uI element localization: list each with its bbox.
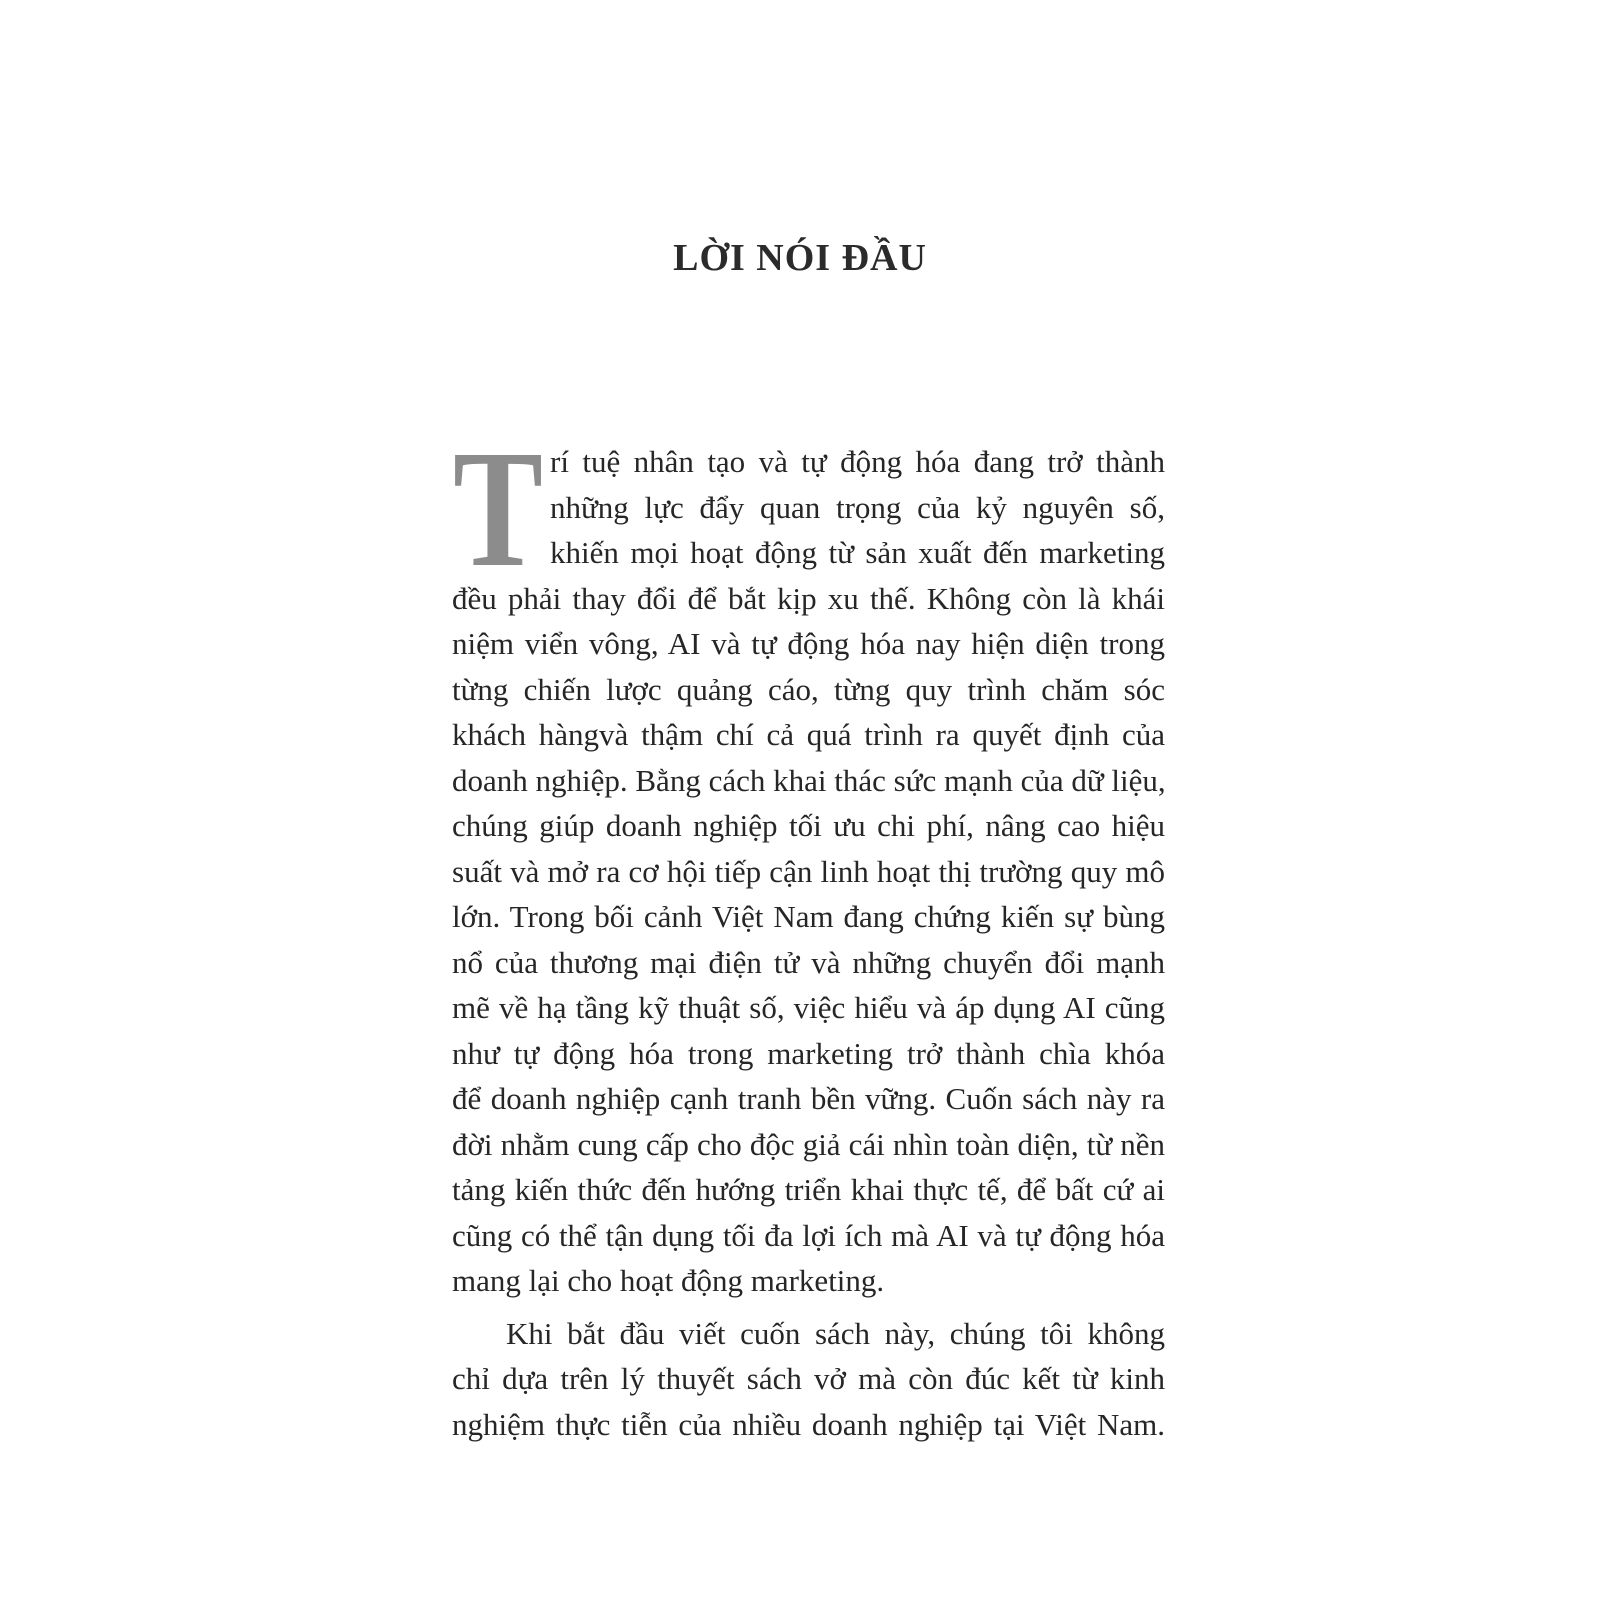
text-line: đời nhằm cung cấp cho độc giả cái nhìn toàn diện, từ nền	[452, 1126, 1165, 1162]
text-line: Khi bắt đầu viết cuốn sách này, chúng tôi không	[506, 1315, 1165, 1351]
text-line: niệm viển vông, AI và tự động hóa nay hiện diện trong	[452, 626, 1165, 661]
text-line: doanh nghiệp. Bằng cách khai thác sức mạnh của dữ liệu,	[452, 762, 1166, 798]
text-line: suất và mở ra cơ hội tiếp cận linh hoạt thị trường quy mô	[452, 853, 1165, 889]
text-line: tảng kiến thức đến hướng triển khai thực tế, để bất cứ ai	[452, 1172, 1165, 1207]
text-line: mang lại cho hoạt động marketing.	[452, 1263, 885, 1298]
text-line: chỉ dựa trên lý thuyết sách vở mà còn đúc kết từ kinh	[452, 1361, 1165, 1396]
text-line: lớn. Trong bối cảnh Việt Nam đang chứng kiến sự bùng	[452, 899, 1165, 934]
text-line: đều phải thay đổi để bắt kịp xu thế. Không còn là khái	[452, 580, 1165, 616]
paragraph-2	[452, 1311, 1165, 1448]
text-line: những lực đẩy quan trọng của kỷ nguyên số,	[550, 489, 1165, 525]
text-line: để doanh nghiệp cạnh tranh bền vững. Cuốn sách này ra	[452, 1081, 1165, 1116]
text-line: chúng giúp doanh nghiệp tối ưu chi phí, nâng cao hiệu	[452, 808, 1165, 843]
text-line: khiến mọi hoạt động từ sản xuất đến marketing	[550, 535, 1165, 570]
paragraph-gap	[452, 1304, 1165, 1311]
paragraph-1	[452, 439, 1165, 1304]
text-line: nghiệm thực tiễn của nhiều doanh nghiệp tại Việt Nam.	[452, 1406, 1165, 1442]
text-line: từng chiến lược quảng cáo, từng quy trình chăm sóc	[452, 671, 1165, 707]
body-text	[452, 439, 1165, 1447]
page-title: LỜI NÓI ĐẦU	[673, 237, 927, 279]
text-line: cũng có thể tận dụng tối đa lợi ích mà AI và tự động hóa	[452, 1217, 1165, 1253]
text-line: rí tuệ nhân tạo và tự động hóa đang trở thành	[550, 444, 1165, 479]
text-line: mẽ về hạ tầng kỹ thuật số, việc hiểu và áp dụng AI cũng	[452, 990, 1165, 1025]
drop-cap-glyph: T	[453, 416, 543, 602]
text-line: nổ của thương mại điện tử và những chuyển đổi mạnh	[452, 944, 1165, 980]
text-line: như tự động hóa trong marketing trở thành chìa khóa	[452, 1035, 1165, 1071]
text-line: khách hàngvà thậm chí cả quá trình ra quyết định của	[452, 717, 1165, 752]
